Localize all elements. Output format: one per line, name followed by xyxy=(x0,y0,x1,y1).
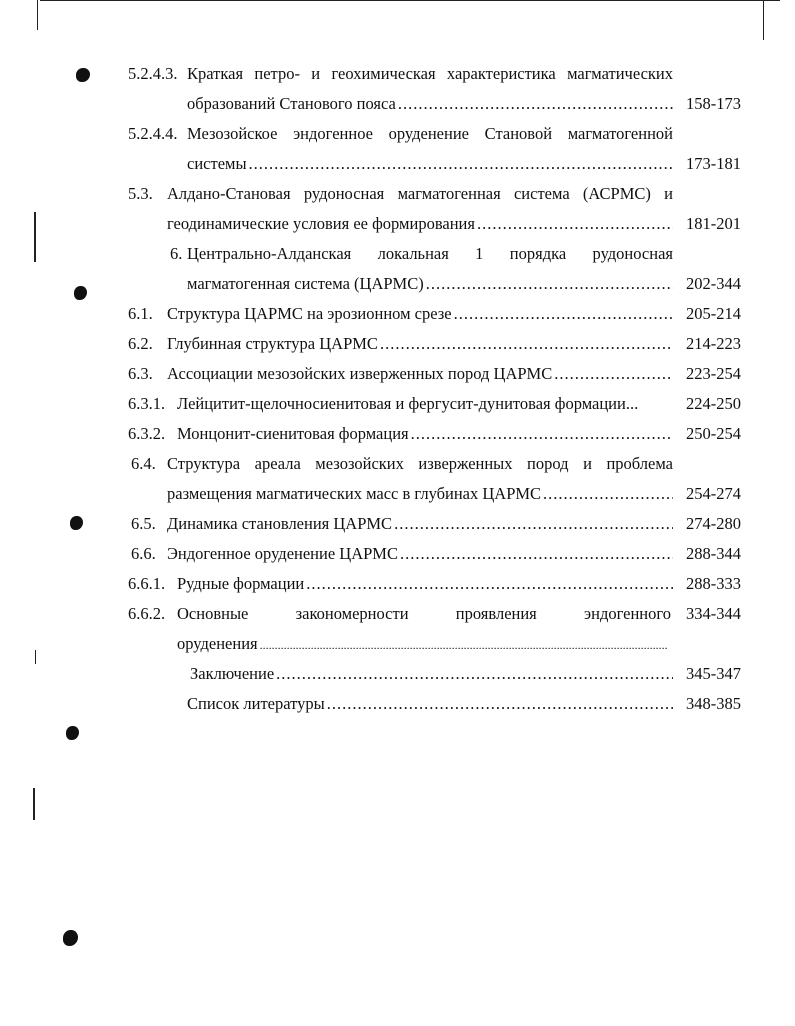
toc-title: Ассоциации мезозойских изверженных пород ЦАРМС ..... xyxy=(167,363,673,385)
toc-number: 6.5. xyxy=(131,514,156,533)
punch-hole-mark-3 xyxy=(70,516,83,530)
punch-hole-mark-1 xyxy=(76,68,90,82)
scan-mark-left-3 xyxy=(35,650,36,664)
punch-hole-mark-2 xyxy=(74,286,87,300)
toc-title-line-1: Краткая петро- и геохимическая характеристика магматических xyxy=(187,64,673,83)
toc-title-line-2: оруденения ..... xyxy=(177,633,667,655)
toc-page-range: 202-344 xyxy=(686,274,741,293)
toc-number: 6. xyxy=(170,244,183,263)
toc-page-range: 214-223 xyxy=(686,334,741,353)
toc-number: 5.2.4.3. xyxy=(128,64,178,83)
toc-page-range: 345-347 xyxy=(686,664,741,683)
toc-page-range: 250-254 xyxy=(686,424,741,443)
toc-number: 6.4. xyxy=(131,454,156,473)
toc-title-line-2: геодинамические условия ее формирования ..... xyxy=(167,213,673,235)
toc-title: Рудные формации ..... xyxy=(177,573,673,595)
toc-title-line-1: Мезозойское эндогенное оруденение Становой магматогенной xyxy=(187,124,673,143)
scan-edge-top xyxy=(40,0,780,1)
toc-page-range: 254-274 xyxy=(686,484,741,503)
scan-edge-left xyxy=(37,0,38,30)
toc-title-line-2: магматогенная система (ЦАРМС) ..... xyxy=(187,273,673,295)
punch-hole-mark-4 xyxy=(66,726,79,740)
toc-page-range: 205-214 xyxy=(686,304,741,323)
toc-number: 5.3. xyxy=(128,184,153,203)
toc-page-range: 223-254 xyxy=(686,364,741,383)
toc-number: 5.2.4.4. xyxy=(128,124,178,143)
toc-title: Список литературы ..... xyxy=(187,693,673,715)
toc-page-range: 348-385 xyxy=(686,694,741,713)
scan-mark-left-1 xyxy=(34,212,36,262)
toc-title-line-2: образований Станового пояса ..... xyxy=(187,93,673,115)
toc-title-line-1: Центрально-Алданская локальная 1 порядка рудоносная xyxy=(187,244,673,263)
toc-page-range: 181-201 xyxy=(686,214,741,233)
toc-title: Динамика становления ЦАРМС ..... xyxy=(167,513,673,535)
toc-number: 6.3.1. xyxy=(128,394,166,413)
toc-number: 6.6.2. xyxy=(128,604,166,623)
toc-number: 6.1. xyxy=(128,304,153,323)
punch-hole-mark-5 xyxy=(63,930,78,946)
toc-number: 6.3. xyxy=(128,364,153,383)
toc-page-range: 224-250 xyxy=(686,394,741,413)
toc-title-line-1: Структура ареала мезозойских изверженных пород и проблема xyxy=(167,454,673,473)
toc-title-line-1: Алдано-Становая рудоносная магматогенная система (АСРМС) и xyxy=(167,184,673,203)
toc-page-range: 173-181 xyxy=(686,154,741,173)
toc-title-line-1: Основные закономерности проявления эндогенного xyxy=(177,604,671,623)
toc-page-range: 288-344 xyxy=(686,544,741,563)
toc-page-range: 334-344 xyxy=(686,604,741,623)
toc-number: 6.3.2. xyxy=(128,424,166,443)
toc-title: Монцонит-сиенитовая формация ..... xyxy=(177,423,673,445)
toc-title-line-2: системы ..... xyxy=(187,153,673,175)
toc-page-range: 158-173 xyxy=(686,94,741,113)
toc-title: Лейцитит-щелочносиенитовая и фергусит-дунитовая формации... xyxy=(177,394,639,413)
toc-title-line-2: размещения магматических масс в глубинах ЦАРМС ..... xyxy=(167,483,673,505)
scan-mark-left-2 xyxy=(33,788,35,820)
toc-number: 6.6. xyxy=(131,544,156,563)
toc-page-range: 274-280 xyxy=(686,514,741,533)
toc-page-range: 288-333 xyxy=(686,574,741,593)
toc-title: Эндогенное оруденение ЦАРМС ..... xyxy=(167,543,673,565)
toc-title: Структура ЦАРМС на эрозионном срезе ..... xyxy=(167,303,673,325)
toc-title: Заключение ..... xyxy=(190,663,673,685)
toc-title: Глубинная структура ЦАРМС ..... xyxy=(167,333,673,355)
toc-number: 6.6.1. xyxy=(128,574,166,593)
scan-edge-right xyxy=(763,0,764,40)
toc-number: 6.2. xyxy=(128,334,153,353)
